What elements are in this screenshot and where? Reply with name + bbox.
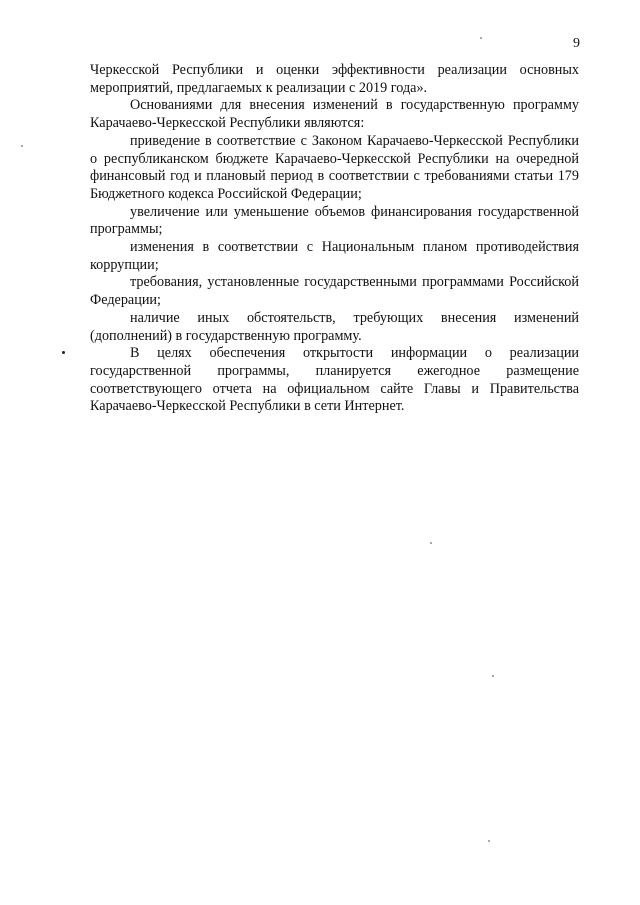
paragraph-federal-programs: требования, установленные государственными программами Российской Федерации; bbox=[90, 274, 579, 309]
paragraph-continuation: Черкесской Республики и оценки эффективности реализации основных мероприятий, предлагаемых к реализации с 2019 года». bbox=[90, 62, 579, 96]
paragraph-transparency: В целях обеспечения открытости информации о реализации государственной программы, планируется ежегодное размещение соответствующего отчета на официальном сайте Главы и Правительства Карачаево-Черкесской Республики в сети Интернет. bbox=[90, 345, 579, 415]
scan-speck bbox=[480, 37, 482, 39]
page-number: 9 bbox=[573, 36, 580, 51]
paragraph-budget-law-alignment: приведение в соответствие с Законом Карачаево-Черкесской Республики о республиканском бюджете Карачаево-Черкесской Республики на очередной финансовый год и плановый период в соответствии с требованиями статьи 179 Бюджетного кодекса Российской Федерации; bbox=[90, 132, 579, 202]
scan-speck bbox=[62, 351, 65, 354]
paragraph-anticorruption-plan: изменения в соответствии с Национальным планом противодействия коррупции; bbox=[90, 239, 579, 273]
scan-speck bbox=[430, 542, 432, 544]
body-text bbox=[90, 62, 579, 416]
scan-speck bbox=[21, 145, 23, 147]
paragraph-grounds-intro: Основаниями для внесения изменений в государственную программу Карачаево-Черкесской Республики являются: bbox=[90, 97, 579, 132]
scan-speck bbox=[492, 675, 494, 677]
paragraph-other-circumstances: наличие иных обстоятельств, требующих внесения изменений (дополнений) в государственную программу. bbox=[90, 309, 579, 344]
scan-speck bbox=[488, 840, 490, 842]
paragraph-funding-change: увеличение или уменьшение объемов финансирования государственной программы; bbox=[90, 203, 579, 238]
